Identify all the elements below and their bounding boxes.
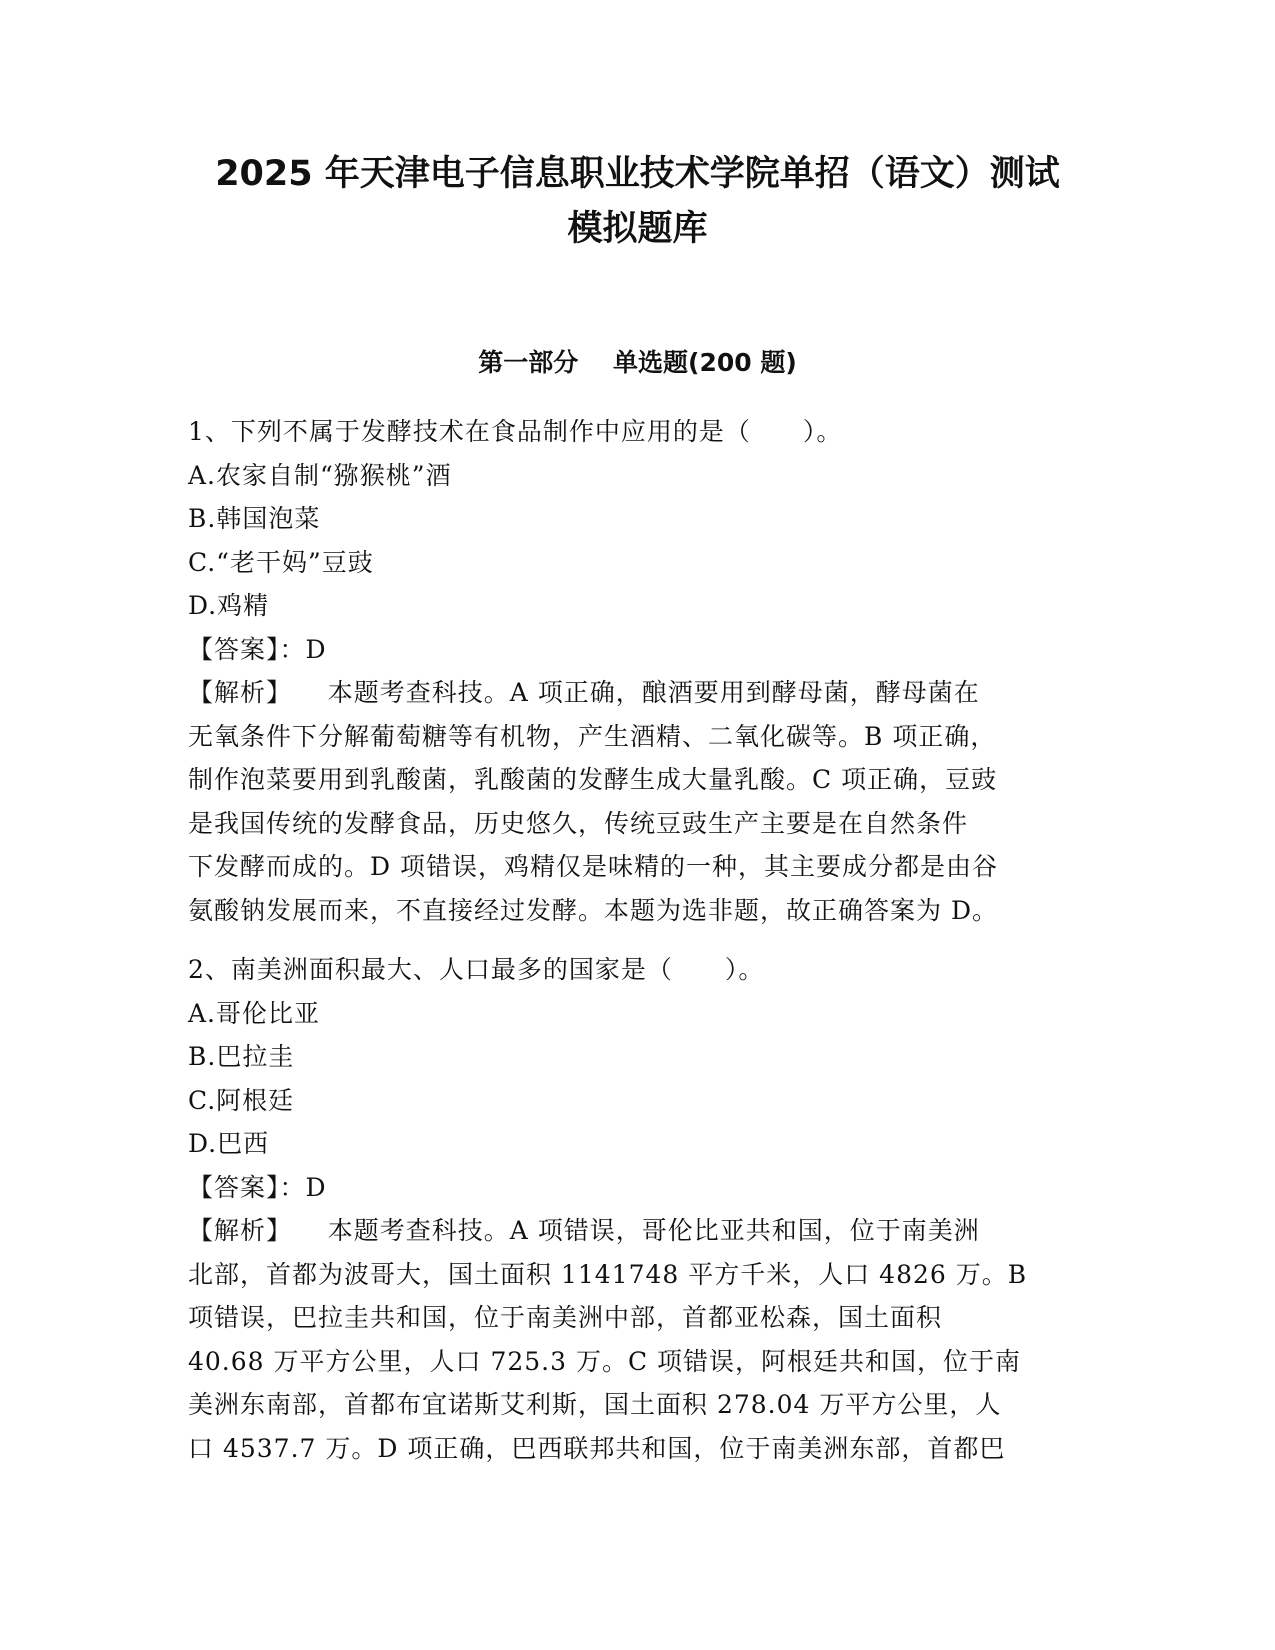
analysis-line: 口 4537.7 万。D 项正确，巴西联邦共和国，位于南美洲东部，首都巴: [188, 1433, 1006, 1463]
document-title-line-2: 模拟题库: [567, 209, 708, 249]
analysis-line: 【解析】 本题考查科技。A 项正确，酿酒要用到酵母菌，酵母菌在: [188, 678, 980, 707]
analysis-line: 制作泡菜要用到乳酸菌，乳酸菌的发酵生成大量乳酸。C 项正确，豆豉: [188, 765, 998, 794]
option-a: A.农家自制“猕猴桃”酒: [188, 460, 452, 490]
option-b: B.韩国泡菜: [188, 504, 321, 533]
analysis-line: 氨酸钠发展而来，不直接经过发酵。本题为选非题，故正确答案为 D。: [188, 895, 998, 925]
question-2: [188, 948, 1088, 1470]
option-c: C.“老干妈”豆豉: [188, 547, 374, 577]
option-d: D.巴西: [188, 1129, 270, 1158]
option-c: C.阿根廷: [188, 1085, 295, 1115]
analysis: [188, 1209, 1088, 1470]
analysis-line: 北部，首都为波哥大，国土面积 1141748 平方千米，人口 4826 万。B: [188, 1259, 1028, 1289]
analysis: [188, 671, 1088, 932]
option-a: A.哥伦比亚: [188, 998, 321, 1028]
analysis-line: 无氧条件下分解葡萄糖等有机物，产生酒精、二氧化碳等。B 项正确，: [188, 721, 997, 751]
question-stem: 2、南美洲面积最大、人口最多的国家是（ ）。: [188, 955, 765, 984]
question-stem: 1、下列不属于发酵技术在食品制作中应用的是（ ）。: [188, 417, 843, 446]
answer: 【答案】：D: [188, 1172, 327, 1202]
option-d: D.鸡精: [188, 591, 270, 620]
analysis-line: 40.68 万平方公里，人口 725.3 万。C 项错误，阿根廷共和国，位于南: [188, 1346, 1022, 1376]
section-title: 第一部分 单选题(200 题): [478, 348, 797, 377]
question-1: [188, 410, 1088, 932]
analysis-line: 下发酵而成的。D 项错误，鸡精仅是味精的一种，其主要成分都是由谷: [188, 852, 998, 881]
analysis-line: 是我国传统的发酵食品，历史悠久，传统豆豉生产主要是在自然条件: [188, 808, 969, 838]
document-title-line-1: 2025 年天津电子信息职业技术学院单招（语文）测试: [215, 154, 1060, 194]
analysis-line: 项错误，巴拉圭共和国，位于南美洲中部，首都亚松森，国土面积: [188, 1303, 943, 1332]
answer: 【答案】：D: [188, 634, 327, 664]
option-b: B.巴拉圭: [188, 1042, 295, 1071]
analysis-line: 【解析】 本题考查科技。A 项错误，哥伦比亚共和国，位于南美洲: [188, 1216, 980, 1245]
analysis-line: 美洲东南部，首都布宜诺斯艾利斯，国土面积 278.04 万平方公里，人: [188, 1390, 1002, 1419]
